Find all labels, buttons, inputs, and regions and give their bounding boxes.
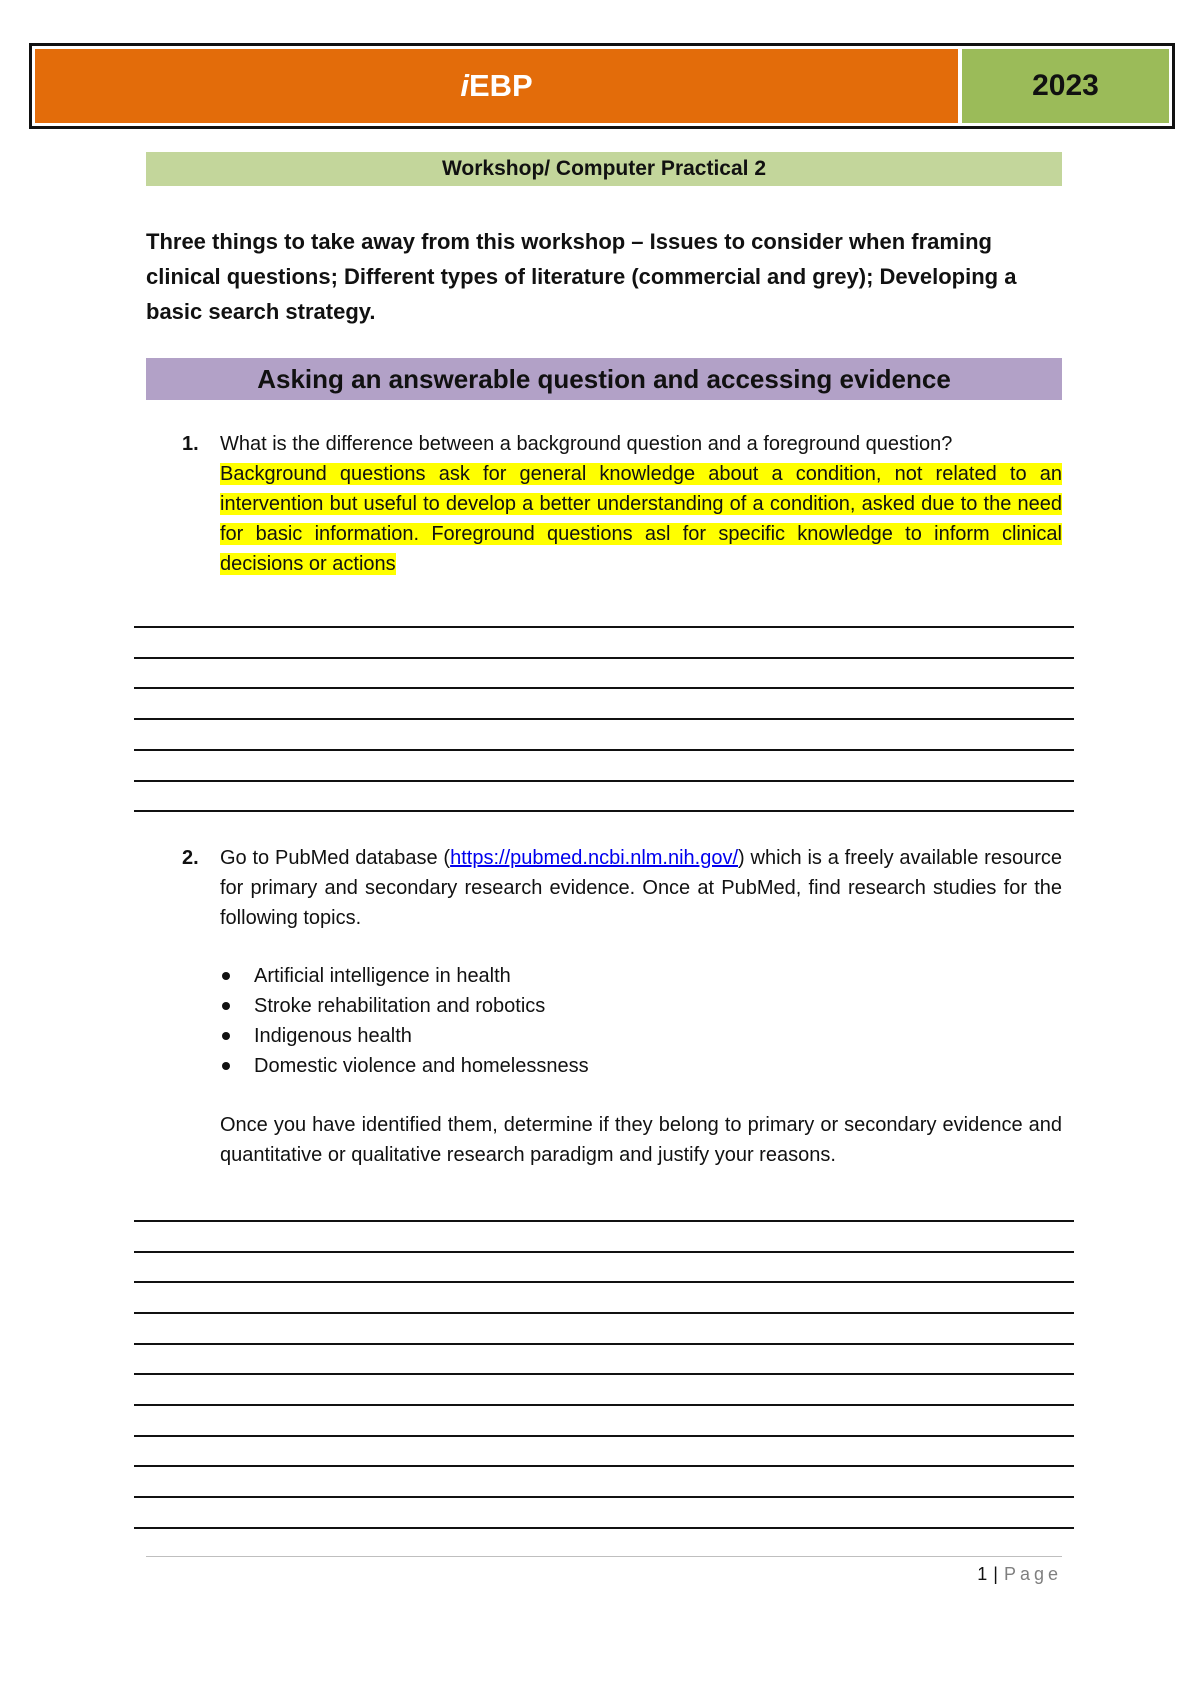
answer-line[interactable]	[134, 1404, 1074, 1406]
bullet-icon	[222, 1002, 230, 1010]
text-before-link: Go to PubMed database (	[220, 847, 451, 869]
bullet-icon	[222, 1032, 230, 1040]
answer-line[interactable]	[134, 687, 1074, 689]
answer-line[interactable]	[134, 1220, 1074, 1222]
topic-text: Artificial intelligence in health	[254, 965, 511, 987]
section-title: Asking an answerable question and accessing evidence	[146, 358, 1062, 400]
answer-line[interactable]	[134, 1281, 1074, 1283]
answer-line[interactable]	[134, 1312, 1074, 1314]
page-number: 1	[977, 1564, 988, 1584]
footer-divider	[146, 1556, 1062, 1557]
header-banner	[29, 43, 1175, 129]
footer-separator: |	[993, 1564, 998, 1584]
list-item	[182, 991, 1062, 1021]
brand-prefix: i	[460, 68, 469, 103]
brand-suffix: EBP	[468, 68, 533, 103]
page-label: Page	[1003, 1564, 1062, 1584]
topic-text: Domestic violence and homelessness	[254, 1055, 589, 1077]
question-number: 2.	[182, 847, 199, 869]
list-item	[182, 961, 1062, 991]
answer-line[interactable]	[134, 749, 1074, 751]
answer-line[interactable]	[134, 780, 1074, 782]
question-1	[182, 429, 1062, 579]
q2-instruction	[182, 1110, 1062, 1170]
topic-text: Indigenous health	[254, 1025, 412, 1047]
answer-line[interactable]	[134, 1435, 1074, 1437]
workshop-subtitle: Workshop/ Computer Practical 2	[146, 152, 1062, 186]
year-label: 2023	[962, 49, 1169, 123]
answer-line[interactable]	[134, 1465, 1074, 1467]
topic-text: Stroke rehabilitation and robotics	[254, 995, 546, 1017]
bullet-icon	[222, 1062, 230, 1070]
intro-text: Three things to take away from this workshop – Issues to consider when framing clinical questions; Different types of literature (commercial and grey); Developing a basic search strategy.	[146, 229, 1017, 324]
text-after-link: ) which is a freely available resource for primary and secondary research evidence. Once at PubMed, find research studies for the following topics.	[220, 847, 1062, 929]
question-2	[182, 843, 1062, 933]
question-text	[220, 843, 1062, 933]
brand-title	[35, 49, 958, 123]
question-text: What is the difference between a background question and a foreground question?	[220, 433, 953, 455]
answer-line[interactable]	[134, 626, 1074, 628]
list-item	[182, 1021, 1062, 1051]
answer-line[interactable]	[134, 1251, 1074, 1253]
list-item	[182, 1051, 1062, 1081]
answer-line[interactable]	[134, 1373, 1074, 1375]
answer-text	[220, 459, 1062, 579]
answer-line[interactable]	[134, 1343, 1074, 1345]
answer-line[interactable]	[134, 657, 1074, 659]
answer-line[interactable]	[134, 718, 1074, 720]
answer-line[interactable]	[134, 1496, 1074, 1498]
page-footer	[977, 1564, 1062, 1585]
pubmed-link[interactable]: https://pubmed.ncbi.nlm.nih.gov/	[450, 847, 739, 869]
question-number: 1.	[182, 433, 199, 455]
bullet-icon	[222, 972, 230, 980]
answer-line[interactable]	[134, 1527, 1074, 1529]
instruction-text: Once you have identified them, determine if they belong to primary or secondary evidence and quantitative or qualitative research paradigm and justify your reasons.	[220, 1114, 1062, 1166]
highlighted-answer: Background questions ask for general knowledge about a condition, not related to an intervention but useful to develop a better understanding of a condition, asked due to the need for basic information. Foreground questions asl for specific knowledge to inform clinical decisions or actions	[220, 463, 1062, 575]
topic-list	[182, 961, 1062, 1081]
answer-line[interactable]	[134, 810, 1074, 812]
